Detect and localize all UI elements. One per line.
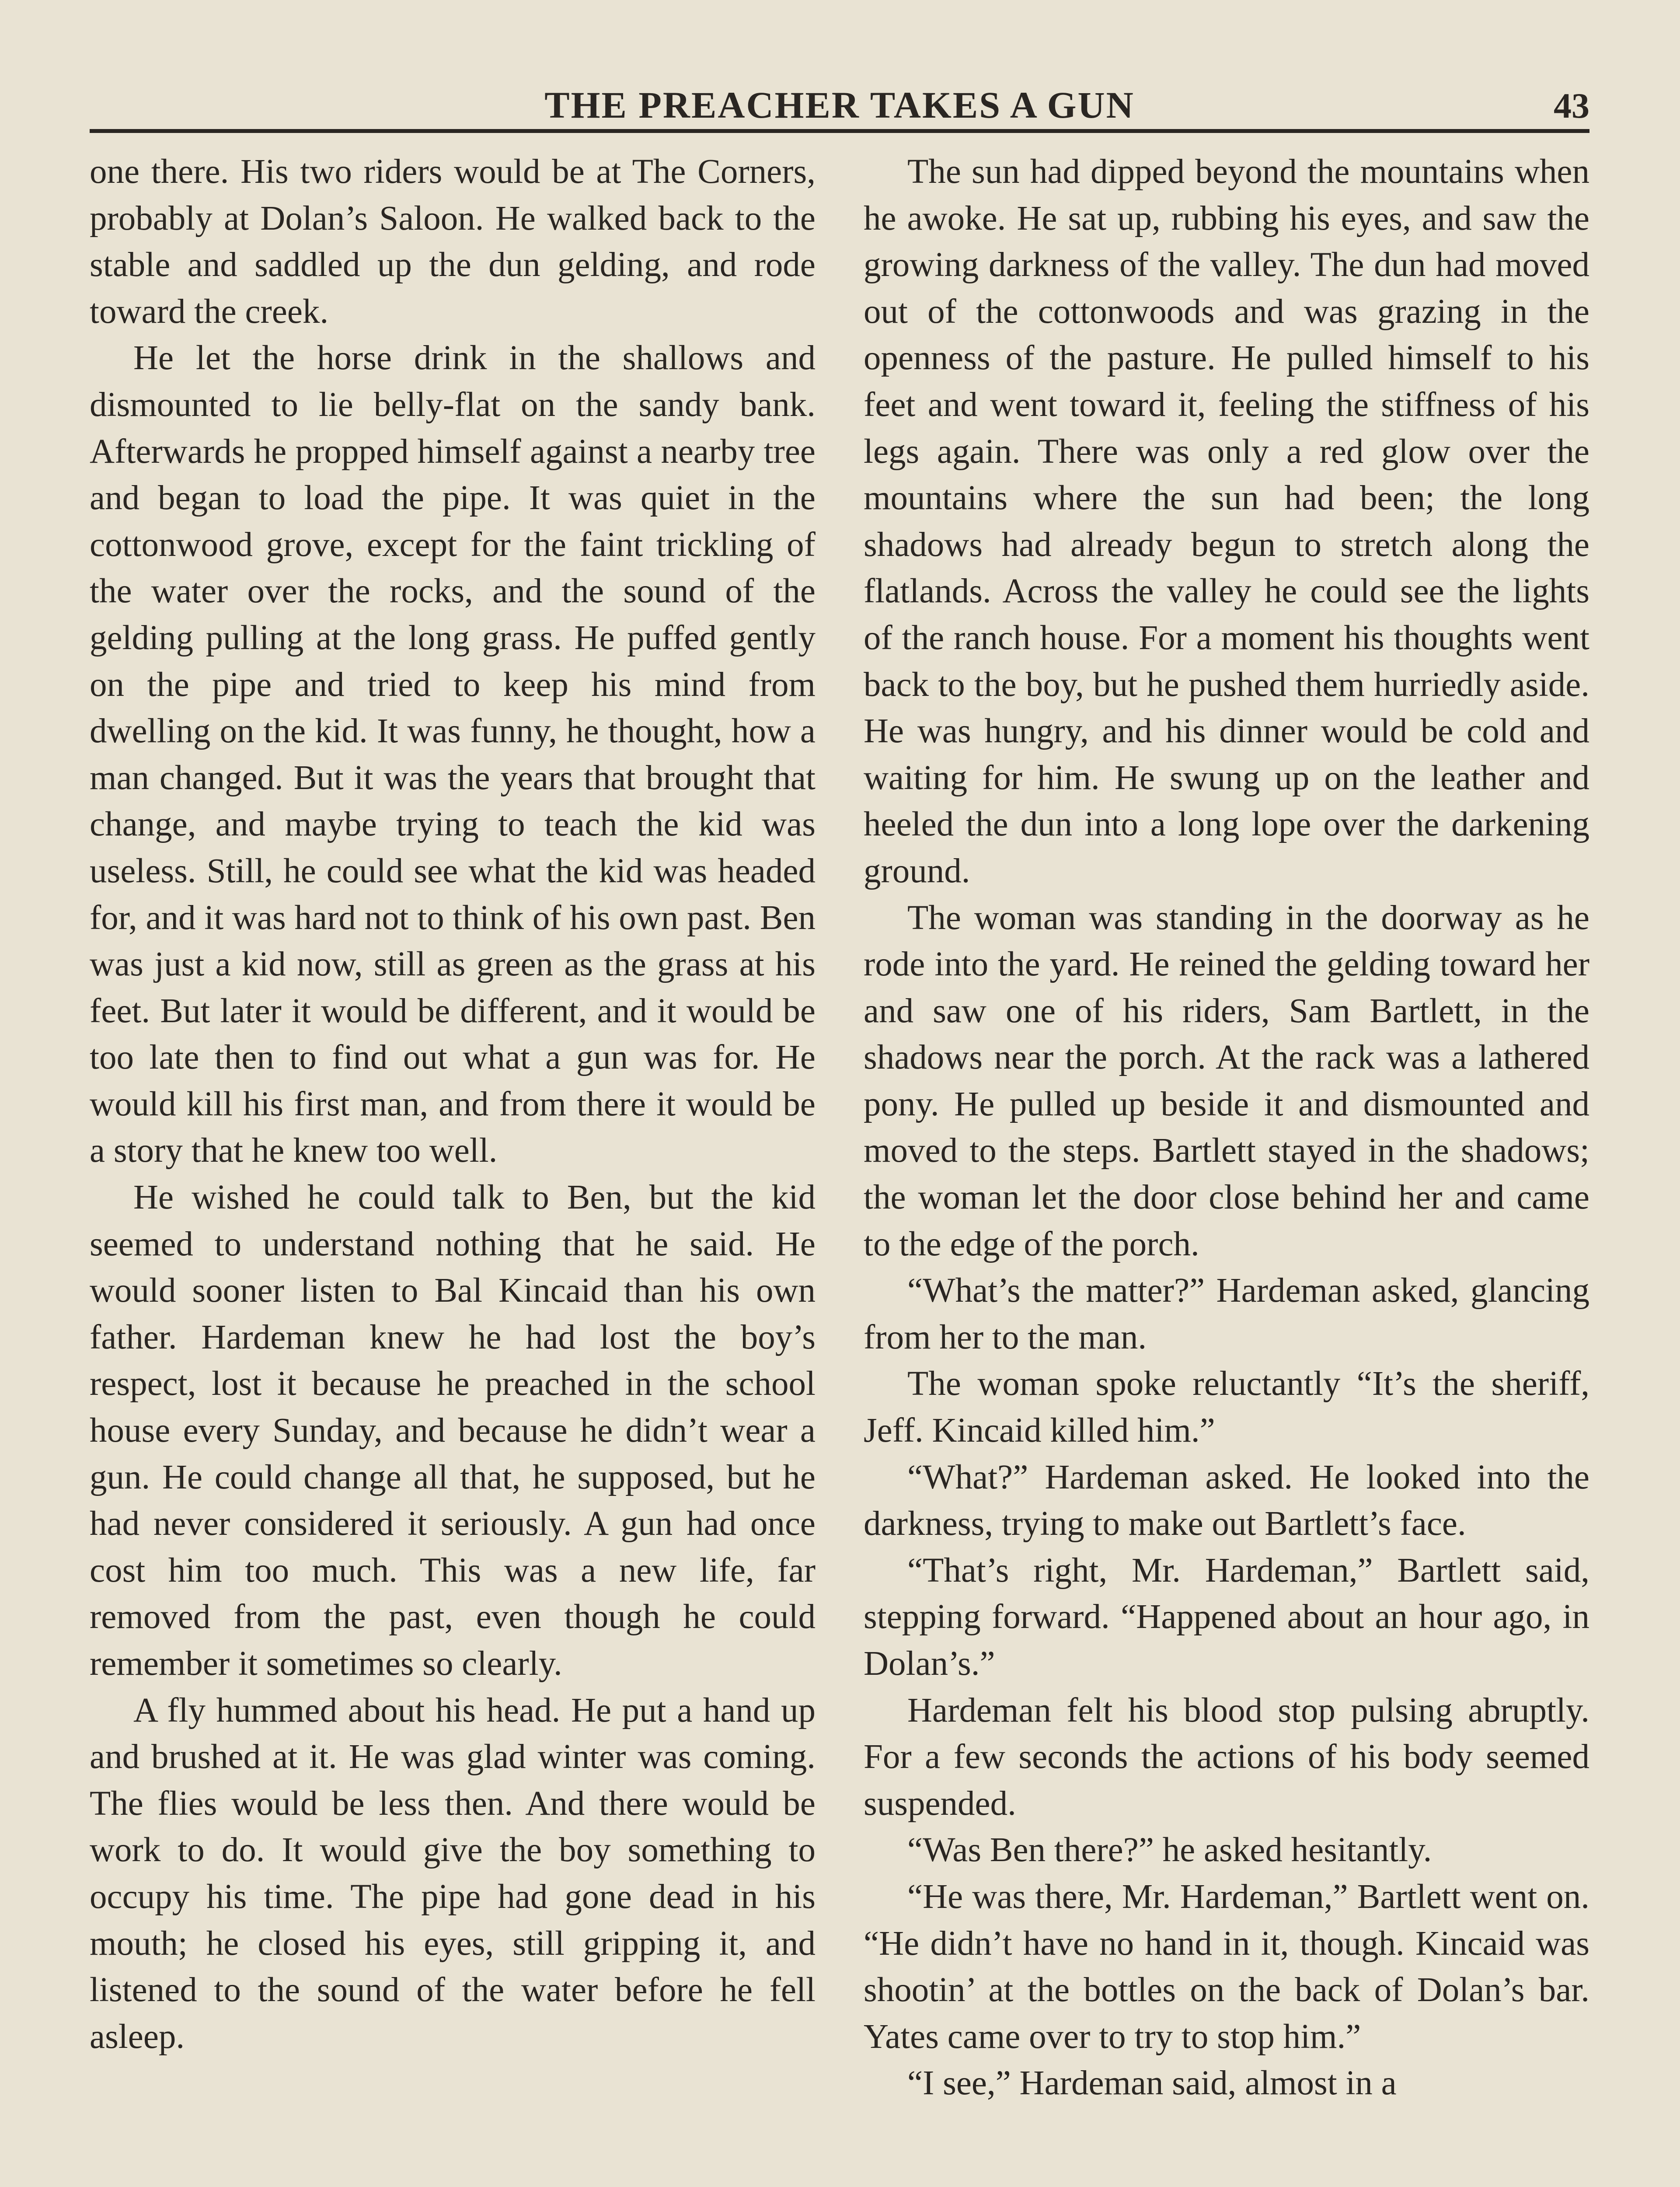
paragraph: The woman spoke reluctantly “It’s the sheriff, Jeff. Kincaid killed him.”: [864, 1365, 1589, 1450]
paragraph: He let the horse drink in the shallows and dismounted to lie belly-flat on the sandy bank. Afterwards he propped himself against a nearby tree and began to load the pipe. It was quiet in the cottonwood grove, except for the faint trickling of the water over the rocks, and the sound of the gelding pulling at the long grass. He puffed gently on the pipe and tried to keep his mind from dwelling on the kid. It was funny, he thought, how a man changed. But it was the years that brought that change, and maybe trying to teach the kid was useless. Still, he could see what the kid was headed for, and it was hard not to think of his own past. Ben was just a kid now, still as green as the grass at his feet. But later it would be different, and it would be too late then to find out what a gun was for. He would kill his first man, and from there it would be a story that he knew too well.: [90, 339, 816, 1170]
running-title: THE PREACHER TAKES A GUN: [544, 84, 1135, 126]
paragraph: “He was there, Mr. Hardeman,” Bartlett went on. “He didn’t have no hand in it, though. Kincaid was shootin’ at the bottles on the back of Dolan’s bar. Yates came over to try to stop him.”: [864, 1877, 1589, 2056]
paragraph: The woman was standing in the doorway as he rode into the yard. He reined the gelding toward her and saw one of his riders, Sam Bartlett, in the shadows near the porch. At the rack was a lathered pony. He pulled up beside it and dismounted and moved to the steps. Bartlett stayed in the shadows; the woman let the door close behind her and came to the edge of the porch.: [864, 898, 1589, 1263]
paragraph: “What?” Hardeman asked. He looked into the darkness, trying to make out Bartlett’s face.: [864, 1458, 1589, 1543]
running-header: [90, 72, 1589, 133]
paragraph: “What’s the matter?” Hardeman asked, glancing from her to the man.: [864, 1272, 1589, 1356]
paragraph: “I see,” Hardeman said, almost in a: [907, 2064, 1397, 2103]
right-column: [864, 149, 1589, 2187]
paragraph: He wished he could talk to Ben, but the kid seemed to understand nothing that he said. He would sooner listen to Bal Kincaid than his own father. Hardeman knew he had lost the boy’s respect, lost it because he preached in the school house every Sunday, and because he didn’t wear a gun. He could change all that, he supposed, but he had never considered it seriously. A gun had once cost him too much. This was a new life, far removed from the past, even though he could remember it sometimes so clearly.: [90, 1178, 816, 1683]
paragraph: “Was Ben there?” he asked hesitantly.: [907, 1831, 1432, 1869]
page-number: 43: [1554, 86, 1589, 126]
paragraph: one there. His two riders would be at The Corners, probably at Dolan’s Saloon. He walked back to the stable and saddled up the dun gelding, and rode toward the creek.: [90, 153, 816, 331]
left-column: [90, 149, 816, 2187]
paragraph: A fly hummed about his head. He put a hand up and brushed at it. He was glad winter was coming. The flies would be less then. And there would be work to do. It would give the boy something to occupy his time. The pipe had gone dead in his mouth; he closed his eyes, still gripping it, and listened to the sound of the water before he fell asleep.: [90, 1691, 816, 2056]
paragraph: “That’s right, Mr. Hardeman,” Bartlett said, stepping forward. “Happened about an hour ago, in Dolan’s.”: [864, 1551, 1589, 1683]
paragraph: The sun had dipped beyond the mountains when he awoke. He sat up, rubbing his eyes, and saw the growing darkness of the valley. The dun had moved out of the cottonwoods and was grazing in the openness of the pasture. He pulled himself to his feet and went toward it, feeling the stiffness of his legs again. There was only a red glow over the mountains where the sun had been; the long shadows had already begun to stretch along the flatlands. Across the valley he could see the lights of the ranch house. For a moment his thoughts went back to the boy, but he pushed them hurriedly aside. He was hungry, and his dinner would be cold and waiting for him. He swung up on the leather and heeled the dun into a long lope over the darkening ground.: [864, 153, 1589, 890]
paragraph: Hardeman felt his blood stop pulsing abruptly. For a few seconds the actions of his body seemed suspended.: [864, 1691, 1589, 1823]
